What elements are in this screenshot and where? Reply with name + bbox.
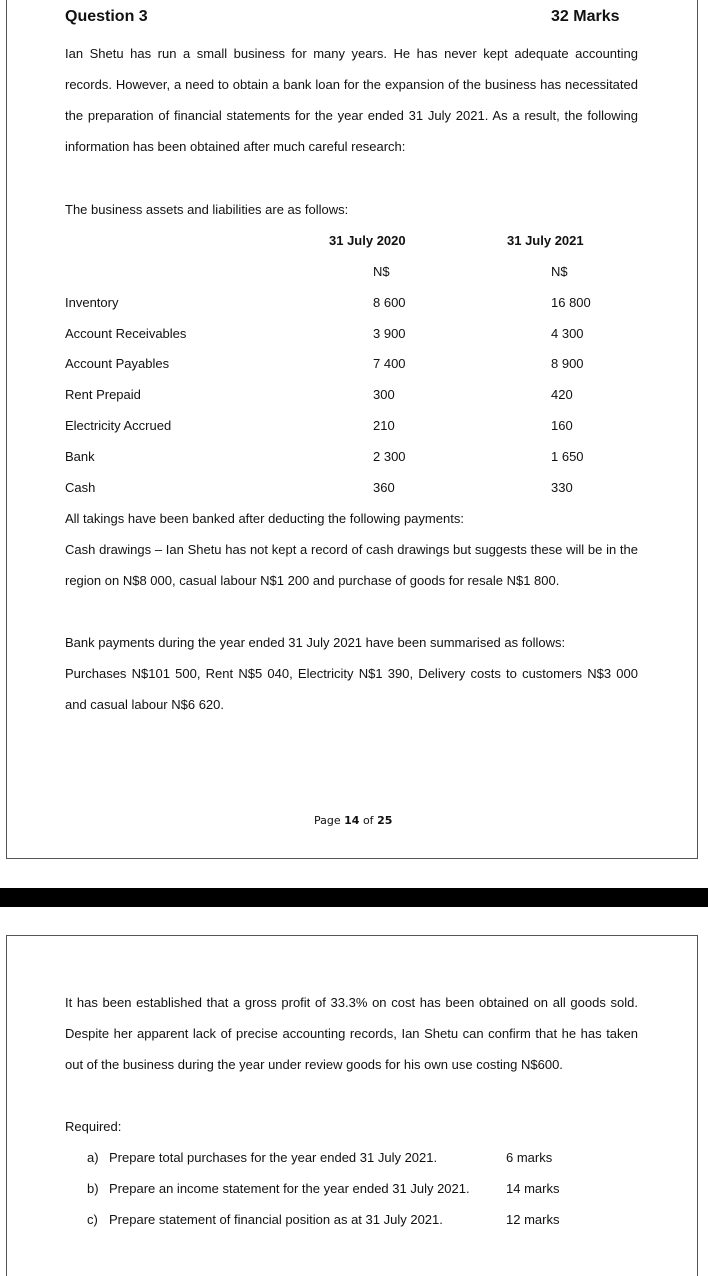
column-header-2021: 31 July 2021 <box>507 233 584 248</box>
currency-2021: N$ <box>551 264 568 279</box>
row-value-2021: 160 <box>551 418 573 433</box>
page-footer <box>314 814 392 827</box>
item-letter: c) <box>87 1212 98 1227</box>
item-marks: 14 marks <box>506 1181 560 1196</box>
row-value-2021: 1 650 <box>551 449 584 464</box>
bank-payments-paragraph: Purchases N$101 500, Rent N$5 040, Electricity N$1 390, Delivery costs to customers N$3 000 and casual labour N$6 620. <box>65 666 638 712</box>
row-value-2021: 330 <box>551 480 573 495</box>
intro-paragraph: Ian Shetu has run a small business for many years. He has never kept adequate accounting records. However, a need to obtain a bank loan for the expansion of the business has necessitated the preparation of financial statements for the year ended 31 July 2021. As a result, the following information has been obtained after much careful research: <box>65 46 638 154</box>
document-page-15 <box>6 935 698 1276</box>
item-text: Prepare statement of financial position as at 31 July 2021. <box>109 1212 443 1227</box>
page-separator <box>0 888 708 907</box>
takings-line: All takings have been banked after deducting the following payments: <box>65 511 464 526</box>
footer-middle: of <box>359 814 378 827</box>
item-letter: b) <box>87 1181 99 1196</box>
row-label: Electricity Accrued <box>65 418 172 433</box>
row-value-2020: 2 300 <box>373 449 406 464</box>
item-marks: 6 marks <box>506 1150 553 1165</box>
footer-total-pages: 25 <box>377 814 393 827</box>
row-value-2020: 360 <box>373 480 395 495</box>
row-value-2021: 16 800 <box>551 295 591 310</box>
gross-profit-paragraph: It has been established that a gross profit of 33.3% on cost has been obtained on all goods sold. Despite her apparent lack of precise accounting records, Ian Shetu can confirm that he has taken out of the business during the year under review goods for his own use costing N$600. <box>65 995 638 1072</box>
document-page-14 <box>6 0 698 859</box>
item-text: Prepare total purchases for the year ended 31 July 2021. <box>109 1150 438 1165</box>
row-value-2021: 8 900 <box>551 356 584 371</box>
total-marks: 32 Marks <box>551 8 620 25</box>
row-value-2020: 8 600 <box>373 295 406 310</box>
row-label: Account Payables <box>65 356 170 371</box>
row-value-2020: 7 400 <box>373 356 406 371</box>
item-letter: a) <box>87 1150 99 1165</box>
column-header-2020: 31 July 2020 <box>329 233 406 248</box>
row-value-2020: 3 900 <box>373 326 406 341</box>
currency-2020: N$ <box>373 264 390 279</box>
item-marks: 12 marks <box>506 1212 560 1227</box>
row-label: Cash <box>65 480 96 495</box>
required-label: Required: <box>65 1119 122 1134</box>
row-value-2021: 4 300 <box>551 326 584 341</box>
bank-payments-intro: Bank payments during the year ended 31 July 2021 have been summarised as follows: <box>65 635 566 650</box>
row-label: Bank <box>65 449 95 464</box>
row-label: Account Receivables <box>65 326 187 341</box>
assets-intro: The business assets and liabilities are as follows: <box>65 202 349 217</box>
footer-current-page: 14 <box>344 814 360 827</box>
row-label: Rent Prepaid <box>65 387 141 402</box>
footer-prefix: Page <box>314 814 345 827</box>
row-value-2021: 420 <box>551 387 573 402</box>
item-text: Prepare an income statement for the year ended 31 July 2021. <box>109 1181 470 1196</box>
row-label: Inventory <box>65 295 119 310</box>
cash-drawings-paragraph: Cash drawings – Ian Shetu has not kept a record of cash drawings but suggests these will be in the region on N$8 000, casual labour N$1 200 and purchase of goods for resale N$1 800. <box>65 542 638 588</box>
question-title: Question 3 <box>65 8 148 25</box>
row-value-2020: 300 <box>373 387 395 402</box>
row-value-2020: 210 <box>373 418 395 433</box>
